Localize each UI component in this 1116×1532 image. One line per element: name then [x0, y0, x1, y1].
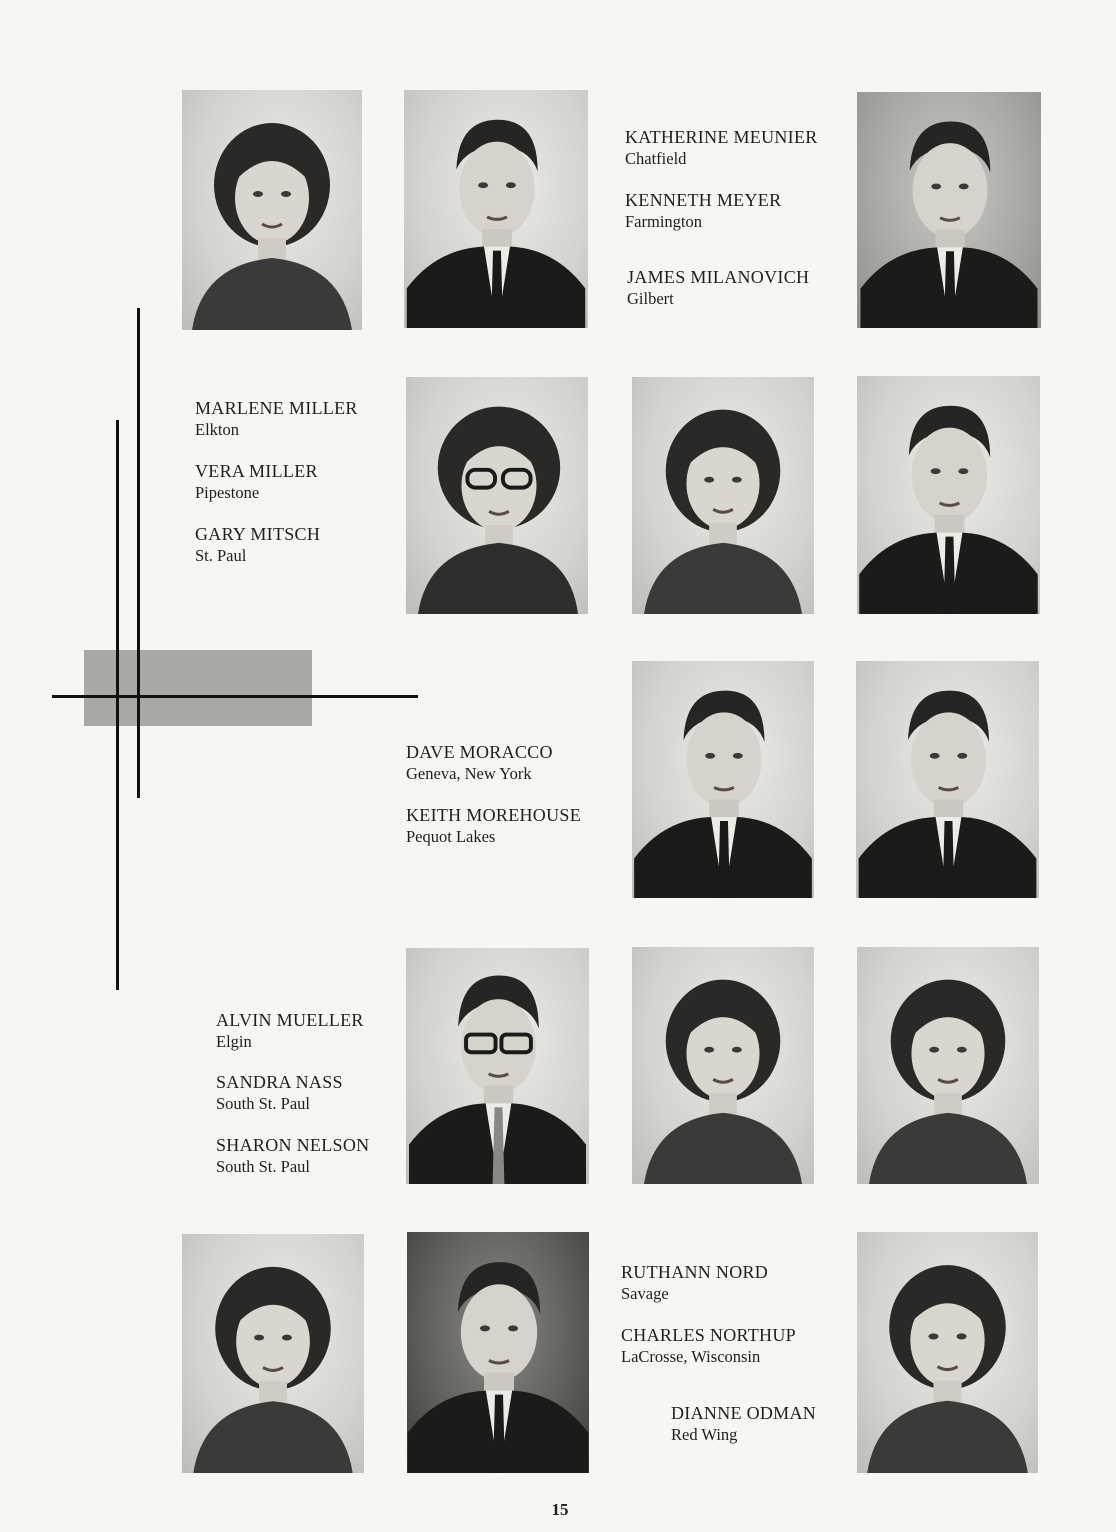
student-entry	[406, 805, 581, 847]
decorative-horizontal-line	[52, 695, 418, 698]
student-name: DIANNE ODMAN	[671, 1403, 817, 1423]
portrait-photo	[632, 377, 814, 614]
student-hometown: Elgin	[216, 1032, 252, 1051]
student-hometown: Chatfield	[625, 149, 687, 168]
student-name: SHARON NELSON	[216, 1135, 370, 1155]
portrait-photo	[856, 661, 1039, 898]
student-name: KEITH MOREHOUSE	[406, 805, 581, 825]
student-entry	[195, 461, 318, 503]
portrait-photo	[632, 947, 814, 1184]
student-entry	[621, 1325, 796, 1367]
decorative-vertical-line	[137, 308, 140, 798]
student-name: RUTHANN NORD	[621, 1262, 769, 1282]
portrait-photo	[632, 661, 814, 898]
student-entry	[625, 127, 818, 169]
portrait-photo	[182, 90, 362, 330]
student-name: VERA MILLER	[195, 461, 318, 481]
portrait-photo	[857, 92, 1041, 328]
portrait-photo	[407, 1232, 589, 1473]
student-entry	[625, 190, 781, 232]
student-hometown: St. Paul	[195, 546, 247, 565]
student-hometown: Red Wing	[671, 1425, 738, 1444]
student-hometown: Geneva, New York	[406, 764, 532, 783]
page-number: 15	[551, 1500, 569, 1519]
student-name: KENNETH MEYER	[625, 190, 782, 210]
portrait-photo	[857, 376, 1040, 614]
student-entry	[216, 1072, 343, 1114]
student-hometown: Elkton	[195, 420, 239, 439]
student-hometown: South St. Paul	[216, 1094, 310, 1113]
student-name: DAVE MORACCO	[406, 742, 553, 762]
student-entry	[621, 1262, 768, 1304]
student-hometown: Savage	[621, 1284, 669, 1303]
student-entry	[216, 1135, 369, 1177]
student-entry	[195, 524, 320, 566]
student-name: CHARLES NORTHUP	[621, 1325, 796, 1345]
portrait-photo	[406, 948, 589, 1184]
student-name: SANDRA NASS	[216, 1072, 343, 1092]
student-entry	[406, 742, 553, 784]
decorative-vertical-line	[116, 420, 119, 990]
student-name: ALVIN MUELLER	[216, 1010, 364, 1030]
portrait-photo	[857, 1232, 1038, 1473]
portrait-photo	[182, 1234, 364, 1473]
student-hometown: Farmington	[625, 212, 702, 231]
student-hometown: Pequot Lakes	[406, 827, 496, 846]
student-name: GARY MITSCH	[195, 524, 321, 544]
student-entry	[216, 1010, 364, 1052]
student-name: MARLENE MILLER	[195, 398, 358, 418]
student-entry	[195, 398, 358, 440]
portrait-photo	[404, 90, 588, 328]
student-hometown: South St. Paul	[216, 1157, 310, 1176]
student-name: KATHERINE MEUNIER	[625, 127, 818, 147]
student-hometown: LaCrosse, Wisconsin	[621, 1347, 761, 1366]
student-hometown: Pipestone	[195, 483, 260, 502]
portrait-photo	[406, 377, 588, 614]
student-hometown: Gilbert	[627, 289, 674, 308]
student-entry	[627, 267, 809, 309]
student-name: JAMES MILANOVICH	[627, 267, 810, 287]
student-entry	[671, 1403, 816, 1445]
portrait-photo	[857, 947, 1039, 1184]
